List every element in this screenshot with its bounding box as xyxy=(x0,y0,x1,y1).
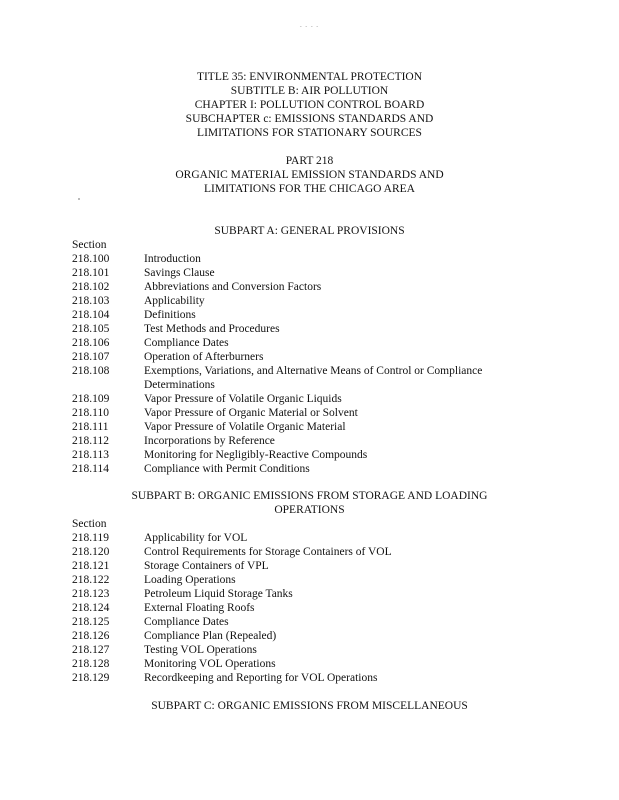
list-item xyxy=(72,322,542,336)
section-number: 218.106 xyxy=(72,337,110,349)
list-item xyxy=(72,462,542,476)
list-item xyxy=(72,587,542,601)
list-item xyxy=(72,308,542,322)
title-line: SUBTITLE B: AIR POLLUTION xyxy=(230,85,389,97)
section-title: Exemptions, Variations, and Alternative Means of Control or Compliance Determinations xyxy=(144,365,483,391)
part-block xyxy=(0,154,619,196)
section-title: Compliance Dates xyxy=(144,337,229,349)
section-number: 218.111 xyxy=(72,421,109,433)
subpart-b-heading xyxy=(0,489,619,517)
subpart-a-section-list xyxy=(72,238,542,476)
list-item xyxy=(72,434,542,448)
section-title: Compliance Plan (Repealed) xyxy=(144,630,277,642)
section-title: Storage Containers of VPL xyxy=(144,560,269,572)
list-item xyxy=(72,643,542,657)
title-line: TITLE 35: ENVIRONMENTAL PROTECTION xyxy=(196,71,423,83)
list-item xyxy=(72,280,542,294)
section-title: Operation of Afterburners xyxy=(144,351,264,363)
section-number: 218.103 xyxy=(72,295,110,307)
section-title: Vapor Pressure of Volatile Organic Liquids xyxy=(144,393,342,405)
subpart-heading-line: SUBPART B: ORGANIC EMISSIONS FROM STORAGE AND LOADING xyxy=(131,490,488,502)
section-number: 218.120 xyxy=(72,546,110,558)
section-title: Incorporations by Reference xyxy=(144,435,275,447)
section-title: Introduction xyxy=(144,253,201,265)
section-number: 218.100 xyxy=(72,253,110,265)
section-number: 218.113 xyxy=(72,449,109,461)
list-item xyxy=(72,350,542,364)
section-number: 218.112 xyxy=(72,435,109,447)
section-title: Test Methods and Procedures xyxy=(144,323,280,335)
section-number: 218.104 xyxy=(72,309,110,321)
list-item xyxy=(72,657,542,671)
section-number: 218.105 xyxy=(72,323,110,335)
section-title: Compliance Dates xyxy=(144,616,229,628)
section-title: Applicability for VOL xyxy=(144,532,248,544)
list-item xyxy=(72,448,542,462)
list-item xyxy=(72,392,542,406)
section-number: 218.119 xyxy=(72,532,109,544)
subpart-a-heading xyxy=(0,224,619,238)
section-title: Vapor Pressure of Volatile Organic Material xyxy=(144,421,346,433)
title-line: LIMITATIONS FOR STATIONARY SOURCES xyxy=(197,127,422,139)
list-item xyxy=(72,531,542,545)
section-title: Savings Clause xyxy=(144,267,215,279)
section-title: Applicability xyxy=(144,295,205,307)
section-title: Loading Operations xyxy=(144,574,236,586)
list-item xyxy=(72,671,542,685)
list-item xyxy=(72,364,542,392)
section-title: Abbreviations and Conversion Factors xyxy=(144,281,322,293)
section-number: 218.129 xyxy=(72,672,110,684)
section-number: 218.110 xyxy=(72,407,109,419)
section-number: 218.102 xyxy=(72,281,110,293)
section-number: 218.122 xyxy=(72,574,110,586)
section-title: External Floating Roofs xyxy=(144,602,255,614)
section-number: 218.125 xyxy=(72,616,110,628)
subpart-heading-line: SUBPART C: ORGANIC EMISSIONS FROM MISCELLANEOUS xyxy=(151,700,468,712)
list-item xyxy=(72,336,542,350)
section-number: 218.109 xyxy=(72,393,110,405)
section-title: Definitions xyxy=(144,309,196,321)
section-number: 218.108 xyxy=(72,365,110,377)
section-label: Section xyxy=(72,239,107,251)
list-item xyxy=(72,629,542,643)
list-item xyxy=(72,573,542,587)
subpart-c-heading xyxy=(0,699,619,713)
section-number: 218.121 xyxy=(72,560,110,572)
title-line: SUBCHAPTER c: EMISSIONS STANDARDS AND xyxy=(185,113,434,125)
part-line: PART 218 xyxy=(285,155,334,167)
section-number: 218.123 xyxy=(72,588,110,600)
section-title: Monitoring VOL Operations xyxy=(144,658,276,670)
list-item xyxy=(72,545,542,559)
section-number: 218.101 xyxy=(72,267,110,279)
subpart-b-section-list xyxy=(72,517,542,685)
list-item xyxy=(72,420,542,434)
section-number: 218.126 xyxy=(72,630,110,642)
section-number: 218.124 xyxy=(72,602,110,614)
list-item xyxy=(72,601,542,615)
section-number: 218.127 xyxy=(72,644,110,656)
list-item xyxy=(72,294,542,308)
list-item xyxy=(72,406,542,420)
list-item xyxy=(72,266,542,280)
title-line: CHAPTER I: POLLUTION CONTROL BOARD xyxy=(194,99,425,111)
section-label: Section xyxy=(72,518,107,530)
section-title: Petroleum Liquid Storage Tanks xyxy=(144,588,293,600)
section-title: Compliance with Permit Conditions xyxy=(144,463,310,475)
part-line: LIMITATIONS FOR THE CHICAGO AREA xyxy=(204,183,415,195)
section-title: Control Requirements for Storage Containers of VOL xyxy=(144,546,392,558)
section-title: Monitoring for Negligibly-Reactive Compounds xyxy=(144,449,368,461)
title-block xyxy=(0,70,619,140)
list-item xyxy=(72,252,542,266)
section-number: 218.107 xyxy=(72,351,110,363)
list-item xyxy=(72,559,542,573)
section-title: Vapor Pressure of Organic Material or Solvent xyxy=(144,407,358,419)
section-title: Testing VOL Operations xyxy=(144,644,257,656)
section-number: 218.128 xyxy=(72,658,110,670)
section-title: Recordkeeping and Reporting for VOL Operations xyxy=(144,672,378,684)
part-line: ORGANIC MATERIAL EMISSION STANDARDS AND xyxy=(175,169,444,181)
list-item xyxy=(72,615,542,629)
subpart-heading-line: OPERATIONS xyxy=(274,504,345,516)
subpart-heading-line: SUBPART A: GENERAL PROVISIONS xyxy=(214,225,405,237)
stray-mark xyxy=(78,198,80,200)
section-number: 218.114 xyxy=(72,463,109,475)
header-mark: - - - - xyxy=(299,24,320,30)
